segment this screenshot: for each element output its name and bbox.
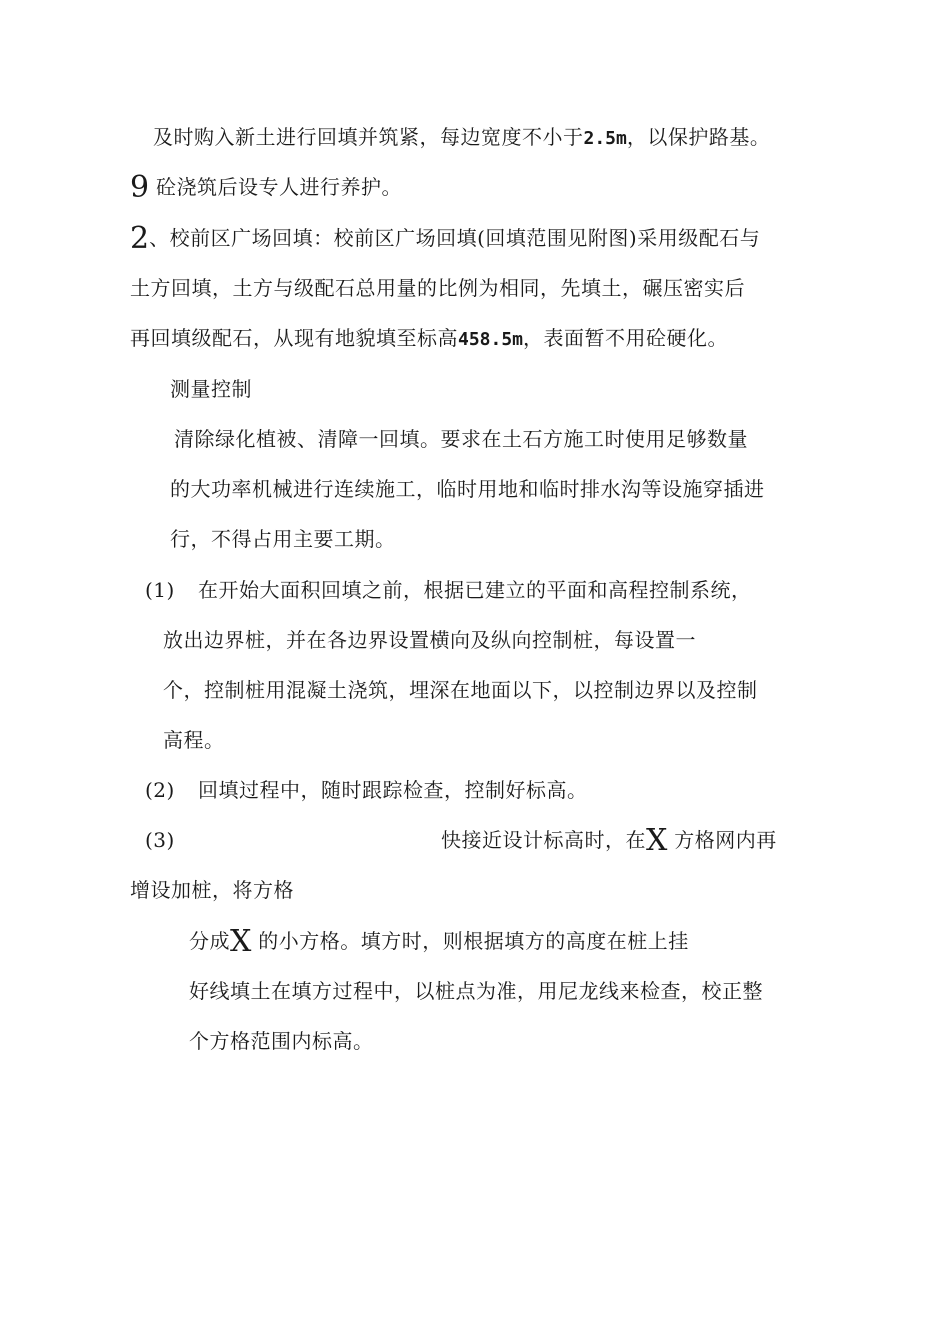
paragraph-line: 增设加桩，将方格 [130,878,294,902]
paragraph-line [441,823,777,858]
text-segment: 快接近设计标高时，在 [441,828,646,852]
list-marker: (1) [145,578,175,602]
text-segment: 方格网内再 [667,828,777,852]
text-segment: 的小方格。填方时，则根据填方的高度在桩上挂 [251,929,689,953]
paragraph-line [130,170,402,205]
text-segment: 、校前区广场回填：校前区广场回填(回填范围见附图)采用级配石与 [149,226,761,250]
paragraph-line: 个方格范围内标高。 [189,1029,374,1053]
text-segment: ，表面暂不用砼硬化。 [523,326,729,350]
text-segment: 分成 [189,929,230,953]
paragraph-line: 高程。 [163,728,225,752]
paragraph-line [153,124,770,152]
text-segment: 砼浇筑后设专人进行养护。 [149,175,402,199]
paragraph-line [189,924,689,959]
x-symbol: X [230,924,252,959]
x-symbol: X [646,823,668,858]
paragraph-line: 个，控制桩用混凝土浇筑，埋深在地面以下，以控制边界以及控制 [163,678,758,702]
value-text: 458.5m [458,329,524,350]
paragraph-line: 清除绿化植被、清障一回填。要求在土石方施工时使用足够数量 [174,427,748,451]
paragraph-line: 好线填土在填方过程中，以桩点为准，用尼龙线来检查，校正整 [189,979,763,1003]
paragraph-line: 的大功率机械进行连续施工，临时用地和临时排水沟等设施穿插进 [170,477,765,501]
paragraph-number: 2 [130,221,150,256]
text-segment: 再回填级配石，从现有地貌填至标高 [130,326,458,350]
section-heading: 测量控制 [170,377,252,401]
value-text: 2.5m [583,128,627,149]
list-marker: (2) [145,778,175,802]
text-segment: ，以保护路基。 [626,125,771,149]
paragraph-line [130,325,728,353]
paragraph-line: 放出边界桩，并在各边界设置横向及纵向控制桩，每设置一 [163,628,696,652]
paragraph-number: 9 [130,170,150,205]
paragraph-line [130,221,761,256]
list-marker: (3) [145,828,175,852]
text-segment: 及时购入新土进行回填并筑紧，每边宽度不小于 [153,125,584,149]
paragraph-line: 在开始大面积回填之前，根据已建立的平面和高程控制系统， [198,578,752,602]
paragraph-line: 土方回填，土方与级配石总用量的比例为相同，先填土，碾压密实后 [130,276,745,300]
paragraph-line: 回填过程中，随时跟踪检查，控制好标高。 [198,778,588,802]
paragraph-line: 行，不得占用主要工期。 [170,527,396,551]
